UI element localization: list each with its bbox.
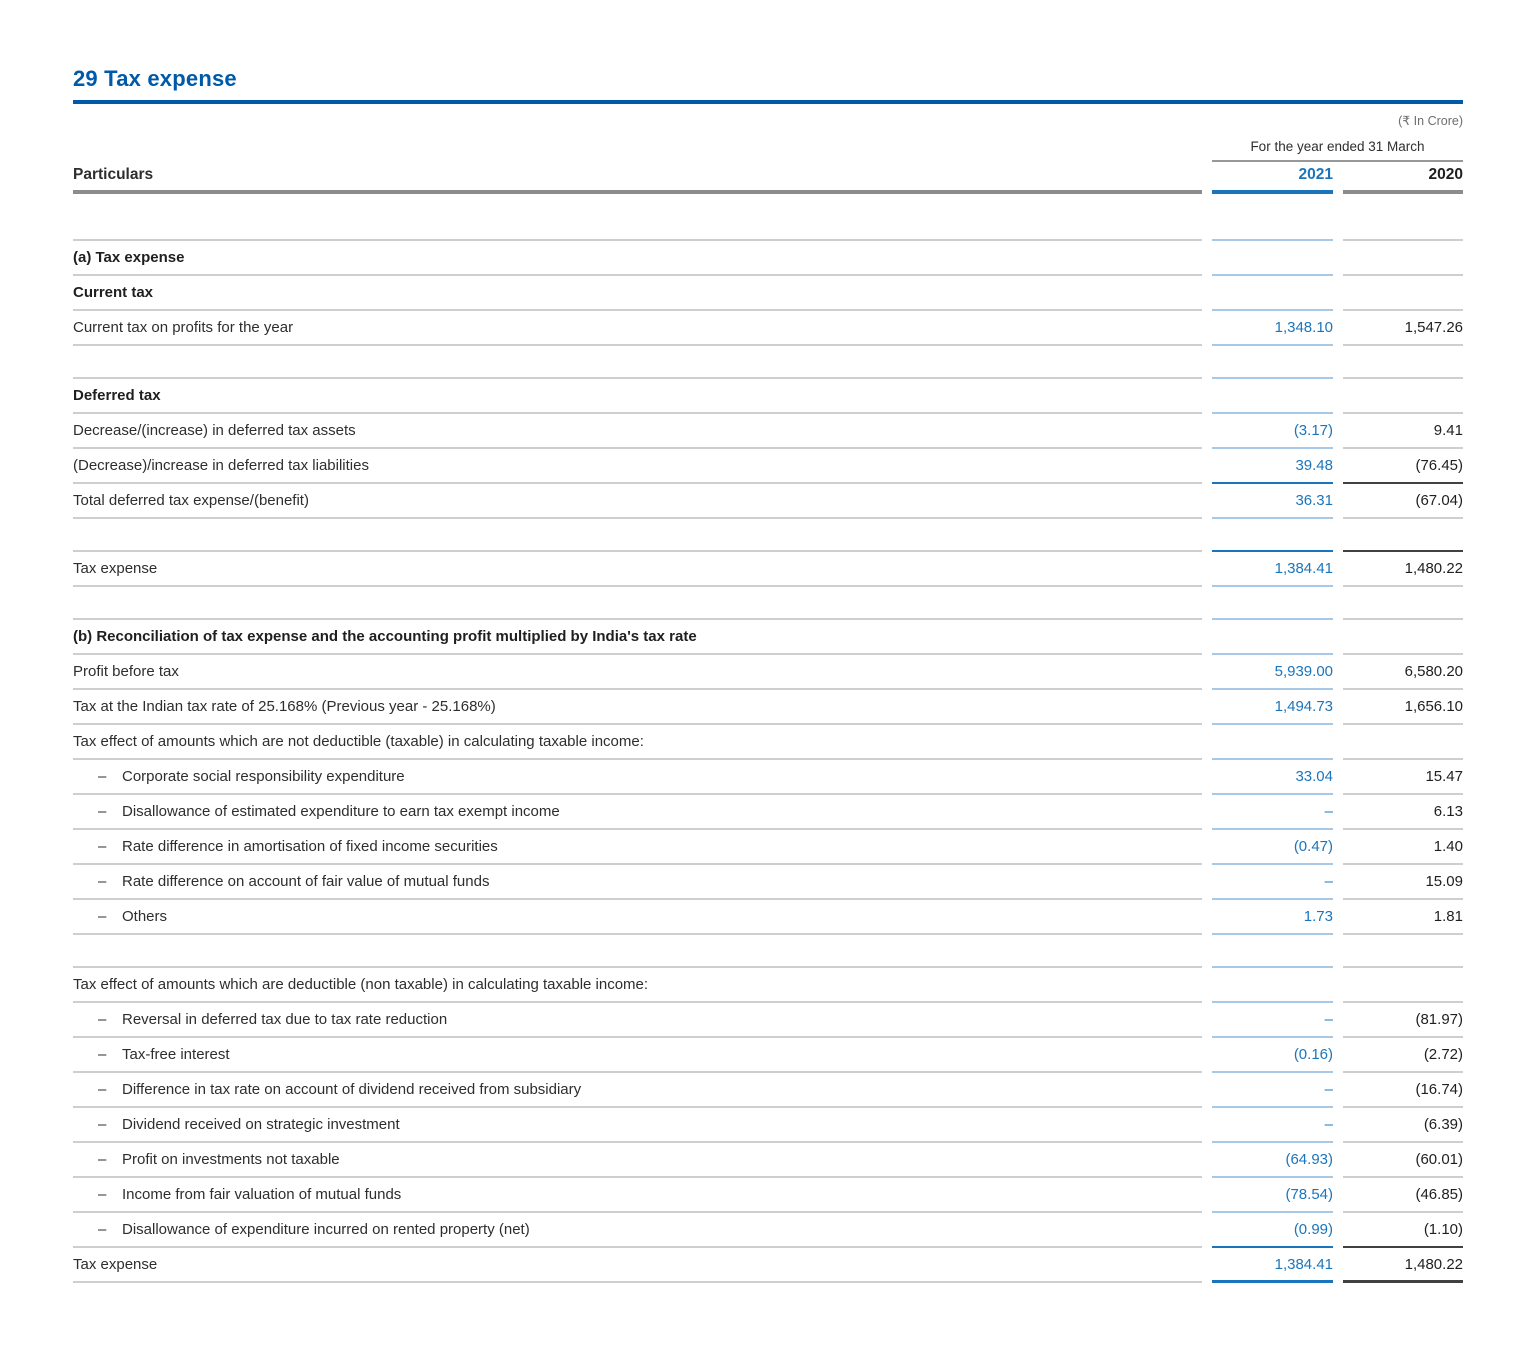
table-row <box>73 346 1463 379</box>
row-label: (a) Tax expense <box>73 241 1202 276</box>
value-2020: (46.85) <box>1343 1178 1463 1213</box>
table-row <box>73 1213 1463 1248</box>
table-row <box>73 449 1463 484</box>
value-2021: – <box>1212 865 1333 900</box>
col-header-particulars: Particulars <box>73 166 1202 194</box>
table-column-header <box>73 166 1463 194</box>
value-2021: (0.47) <box>1212 830 1333 865</box>
row-label-text: Rate difference in amortisation of fixed income securities <box>122 837 498 855</box>
value-2020: (76.45) <box>1343 449 1463 484</box>
value-2020: (16.74) <box>1343 1073 1463 1108</box>
table-row <box>73 1003 1463 1038</box>
value-2020 <box>1343 935 1463 968</box>
table-row <box>73 519 1463 552</box>
value-2021: 5,939.00 <box>1212 655 1333 690</box>
title-rule <box>73 100 1463 104</box>
row-label-text: Disallowance of estimated expenditure to earn tax exempt income <box>122 802 560 820</box>
row-label-text: Rate difference on account of fair value of mutual funds <box>122 872 490 890</box>
value-2021 <box>1212 519 1333 552</box>
row-label: (b) Reconciliation of tax expense and the accounting profit multiplied by India's tax rate <box>73 620 1202 655</box>
value-2020: 6.13 <box>1343 795 1463 830</box>
value-2021 <box>1212 935 1333 968</box>
table-row <box>73 655 1463 690</box>
row-label: Decrease/(increase) in deferred tax assets <box>73 414 1202 449</box>
value-2021: 1,494.73 <box>1212 690 1333 725</box>
dash-bullet: – <box>98 1220 107 1238</box>
dash-bullet: – <box>98 1010 107 1028</box>
row-label <box>73 346 1202 379</box>
value-2020: (67.04) <box>1343 484 1463 519</box>
table-row <box>73 830 1463 865</box>
value-2021: – <box>1212 795 1333 830</box>
row-label <box>73 900 1202 935</box>
table-row <box>73 552 1463 587</box>
value-2021 <box>1212 241 1333 276</box>
value-2020: 15.09 <box>1343 865 1463 900</box>
row-label <box>73 865 1202 900</box>
row-label <box>73 1108 1202 1143</box>
value-2021 <box>1212 587 1333 620</box>
value-2020: (81.97) <box>1343 1003 1463 1038</box>
value-2020: 1,480.22 <box>1343 1248 1463 1283</box>
table-row <box>73 194 1463 241</box>
value-2020: 1,480.22 <box>1343 552 1463 587</box>
value-2020 <box>1343 241 1463 276</box>
row-label <box>73 830 1202 865</box>
value-2021: 1,384.41 <box>1212 552 1333 587</box>
row-label-text: Corporate social responsibility expenditure <box>122 767 405 785</box>
value-2021: 36.31 <box>1212 484 1333 519</box>
table-row <box>73 968 1463 1003</box>
row-label <box>73 519 1202 552</box>
value-2021 <box>1212 968 1333 1003</box>
table-row <box>73 379 1463 414</box>
table-row <box>73 900 1463 935</box>
table-row <box>73 1143 1463 1178</box>
row-label-text: Profit on investments not taxable <box>122 1150 340 1168</box>
table-row <box>73 725 1463 760</box>
table-row <box>73 690 1463 725</box>
dash-bullet: – <box>98 802 107 820</box>
col-header-2021: 2021 <box>1212 166 1333 194</box>
row-label-text: Income from fair valuation of mutual funds <box>122 1185 402 1203</box>
table-row <box>73 795 1463 830</box>
row-label <box>73 1073 1202 1108</box>
col-header-2020: 2020 <box>1343 166 1463 194</box>
value-2021: – <box>1212 1003 1333 1038</box>
table-row <box>73 620 1463 655</box>
row-label: Profit before tax <box>73 655 1202 690</box>
value-2020: 6,580.20 <box>1343 655 1463 690</box>
table-row <box>73 1248 1463 1283</box>
table-row <box>73 1073 1463 1108</box>
period-header: For the year ended 31 March <box>1212 139 1463 162</box>
dash-bullet: – <box>98 837 107 855</box>
value-2021: 1,348.10 <box>1212 311 1333 346</box>
value-2021: (3.17) <box>1212 414 1333 449</box>
row-label-text: Tax-free interest <box>122 1045 230 1063</box>
value-2020: 1.40 <box>1343 830 1463 865</box>
table-row <box>73 1178 1463 1213</box>
row-label <box>73 194 1202 241</box>
value-2020 <box>1343 194 1463 241</box>
table-row <box>73 241 1463 276</box>
value-2021: (78.54) <box>1212 1178 1333 1213</box>
value-2020 <box>1343 725 1463 760</box>
table-row <box>73 935 1463 968</box>
value-2020 <box>1343 379 1463 414</box>
table-row <box>73 1108 1463 1143</box>
value-2021: 39.48 <box>1212 449 1333 484</box>
row-label <box>73 795 1202 830</box>
dash-bullet: – <box>98 1150 107 1168</box>
dash-bullet: – <box>98 767 107 785</box>
table-row <box>73 414 1463 449</box>
value-2020 <box>1343 620 1463 655</box>
table-row <box>73 484 1463 519</box>
row-label-text: Disallowance of expenditure incurred on rented property (net) <box>122 1220 530 1238</box>
value-2020 <box>1343 276 1463 311</box>
row-label-text: Difference in tax rate on account of dividend received from subsidiary <box>122 1080 582 1098</box>
value-2020: (1.10) <box>1343 1213 1463 1248</box>
dash-bullet: – <box>98 872 107 890</box>
table-row <box>73 760 1463 795</box>
dash-bullet: – <box>98 1045 107 1063</box>
row-label <box>73 587 1202 620</box>
table-row <box>73 1038 1463 1073</box>
value-2021: 1,384.41 <box>1212 1248 1333 1283</box>
row-label: (Decrease)/increase in deferred tax liabilities <box>73 449 1202 484</box>
row-label: Tax effect of amounts which are deductible (non taxable) in calculating taxable income: <box>73 968 1202 1003</box>
page-title: 29 Tax expense <box>73 66 237 91</box>
row-label-text: Reversal in deferred tax due to tax rate reduction <box>122 1010 448 1028</box>
value-2020 <box>1343 968 1463 1003</box>
value-2021: (64.93) <box>1212 1143 1333 1178</box>
row-label: Deferred tax <box>73 379 1202 414</box>
value-2021: – <box>1212 1108 1333 1143</box>
row-label: Current tax on profits for the year <box>73 311 1202 346</box>
row-label <box>73 1003 1202 1038</box>
value-2020 <box>1343 587 1463 620</box>
value-2021 <box>1212 276 1333 311</box>
value-2021: 1.73 <box>1212 900 1333 935</box>
row-label: Tax at the Indian tax rate of 25.168% (Previous year - 25.168%) <box>73 690 1202 725</box>
row-label-text: Dividend received on strategic investment <box>122 1115 400 1133</box>
dash-bullet: – <box>98 1115 107 1133</box>
row-label <box>73 1213 1202 1248</box>
dash-bullet: – <box>98 1185 107 1203</box>
row-label <box>73 1143 1202 1178</box>
value-2020: 15.47 <box>1343 760 1463 795</box>
value-2020 <box>1343 519 1463 552</box>
table-row <box>73 865 1463 900</box>
value-2021 <box>1212 620 1333 655</box>
value-2020: 1.81 <box>1343 900 1463 935</box>
value-2021: – <box>1212 1073 1333 1108</box>
row-label-text: Others <box>122 907 168 925</box>
row-label: Tax expense <box>73 1248 1202 1283</box>
value-2020: 1,656.10 <box>1343 690 1463 725</box>
tax-table-body <box>73 194 1463 1283</box>
row-label: Total deferred tax expense/(benefit) <box>73 484 1202 519</box>
dash-bullet: – <box>98 907 107 925</box>
table-row <box>73 587 1463 620</box>
row-label <box>73 760 1202 795</box>
row-label: Tax effect of amounts which are not deductible (taxable) in calculating taxable income: <box>73 725 1202 760</box>
value-2020 <box>1343 346 1463 379</box>
value-2021: (0.16) <box>1212 1038 1333 1073</box>
table-row <box>73 276 1463 311</box>
row-label <box>73 935 1202 968</box>
value-2021 <box>1212 379 1333 414</box>
value-2021 <box>1212 346 1333 379</box>
value-2020: (60.01) <box>1343 1143 1463 1178</box>
row-label <box>73 1178 1202 1213</box>
table-row <box>73 311 1463 346</box>
unit-note: (₹ In Crore) <box>1398 114 1463 129</box>
row-label <box>73 1038 1202 1073</box>
row-label: Tax expense <box>73 552 1202 587</box>
value-2020: 1,547.26 <box>1343 311 1463 346</box>
row-label: Current tax <box>73 276 1202 311</box>
value-2021: (0.99) <box>1212 1213 1333 1248</box>
value-2020: 9.41 <box>1343 414 1463 449</box>
value-2020: (2.72) <box>1343 1038 1463 1073</box>
value-2020: (6.39) <box>1343 1108 1463 1143</box>
value-2021 <box>1212 725 1333 760</box>
value-2021: 33.04 <box>1212 760 1333 795</box>
dash-bullet: – <box>98 1080 107 1098</box>
value-2021 <box>1212 194 1333 241</box>
